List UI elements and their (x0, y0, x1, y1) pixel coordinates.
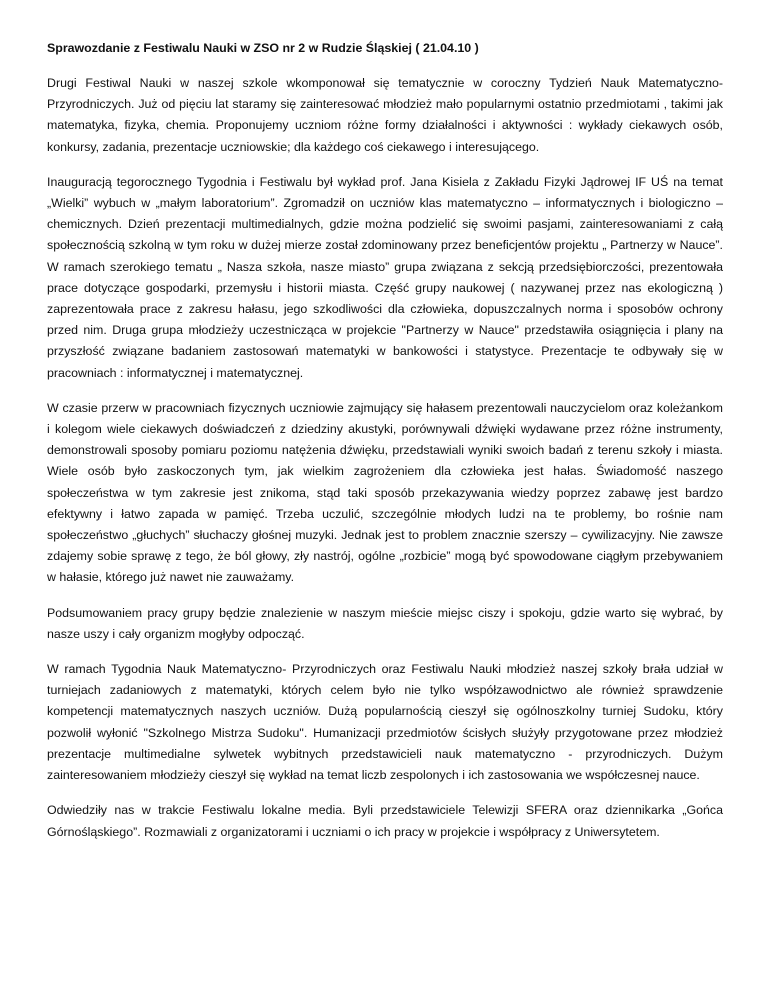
paragraph-math-tournaments: W ramach Tygodnia Nauk Matematyczno- Przyrodniczych oraz Festiwalu Nauki młodzież naszej szkoły brała udział w turniejach zadaniowych z matematyki, których celem było nie tylko współzawodnictwo ale również sprawdzenie kompetencji matematycznych naszych uczniów. Dużą popularnością cieszył się ogólnoszkolny turniej Sudoku, który pozwolił wyłonić "Szkolnego Mistrza Sudoku". Humanizacji przedmiotów ścisłych służyły przygotowane przez młodzież prezentacje multimedialne sylwetek wybitnych przedstawicieli nauk matematyczno - przyrodniczych. Dużym zainteresowaniem młodzieży cieszył się wykład na temat liczb zespolonych i ich zastosowania we współczesnej nauce. (47, 662, 723, 783)
paragraph-intro: Drugi Festiwal Nauki w naszej szkole wkomponował się tematycznie w coroczny Tydzień Nauk Matematyczno-Przyrodniczych. Już od pięciu lat staramy się zainteresować młodzież mało popularnymi ostatnio przedmiotami , takimi jak matematyka, fizyka, chemia. Proponujemy uczniom różne formy działalności i aktywności : wykłady ciekawych osób, konkursy, zadania, prezentacje uczniowskie; dla każdego coś ciekawego i interesującego. (47, 76, 723, 154)
paragraph-media: Odwiedziły nas w trakcie Festiwalu lokalne media. Byli przedstawiciele Telewizji SFERA oraz dziennikarka „Gońca Górnośląskiego”. Rozmawiali z organizatorami i uczniami o ich pracy w projekcie i współpracy z Uniwersytetem. (47, 803, 723, 839)
paragraph-summary: Podsumowaniem pracy grupy będzie znalezienie w naszym mieście miejsc ciszy i spokoju, gdzie warto się wybrać, by nasze uszy i cały organizm mogłyby odpocząć. (47, 605, 723, 641)
paragraph-noise-experiments: W czasie przerw w pracowniach fizycznych uczniowie zajmujący się hałasem prezentowali nauczycielom oraz koleżankom i kolegom wiele ciekawych doświadczeń z dziedziny akustyki, porównywali dźwięki wydawane przez różne instrumenty, demonstrowali sposoby pomiaru poziomu natężenia dźwięku, przedstawiali wyniki swoich badań z terenu szkoły i miasta. Wiele osób było zaskoczonych tym, jak wielkim zagrożeniem dla człowieka jest hałas. Świadomość naszego społeczeństwa w tym zakresie jest znikoma, stąd taki sposób przekazywania wiedzy poprzez zabawę jest bardzo efektywny i łatwo zapada w pamięć. Trzeba uczulić, szczególnie młodych ludzi na te problemy, bo rośnie nam społeczeństwo „głuchych” słuchaczy głośnej muzyki. Jednak jest to problem znacznie szerszy – cywilizacyjny. Nie zawsze zdajemy sobie sprawę z tego, że ból głowy, zły nastrój, ogólne „rozbicie” mogą być spowodowane ciągłym przebywaniem w hałasie, którego już nawet nie zauważamy. (47, 400, 723, 585)
document-page (47, 38, 723, 857)
document-title: Sprawozdanie z Festiwalu Nauki w ZSO nr 2 w Rudzie Śląskiej ( 21.04.10 ) (47, 41, 479, 55)
paragraph-inauguration: Inauguracją tegorocznego Tygodnia i Festiwalu był wykład prof. Jana Kisiela z Zakładu Fizyki Jądrowej IF UŚ na temat „Wielki” wybuch w „małym laboratorium”. Zgromadził on uczniów klas matematyczno – informatycznych i biologiczno – chemicznych. Dzień prezentacji multimedialnych, gdzie można podzielić się swoimi pasjami, zainteresowaniami z całą społecznością szkolną w tym roku w dużej mierze został zdominowany przez beneficjentów projektu „ Partnerzy w Nauce”. W ramach szerokiego tematu „ Nasza szkoła, nasze miasto” grupa związana z sekcją przedsiębiorczości, prezentowała prace dotyczące gospodarki, przemysłu i historii miasta. Część grupy naukowej ( nazywanej przez nas ekologiczną ) zaprezentowała prace z zakresu hałasu, jego szkodliwości dla człowieka, dopuszczalnych norma i sposobów ochrony przed nim. Druga grupa młodzieży uczestnicząca w projekcie "Partnerzy w Nauce" przedstawiła osiągnięcia i plany na przyszłość związane badaniem zastosowań matematyki w bankowości i statystyce. Prezentacje te odbywały się w pracowniach : informatycznej i matematycznej. (47, 174, 723, 380)
